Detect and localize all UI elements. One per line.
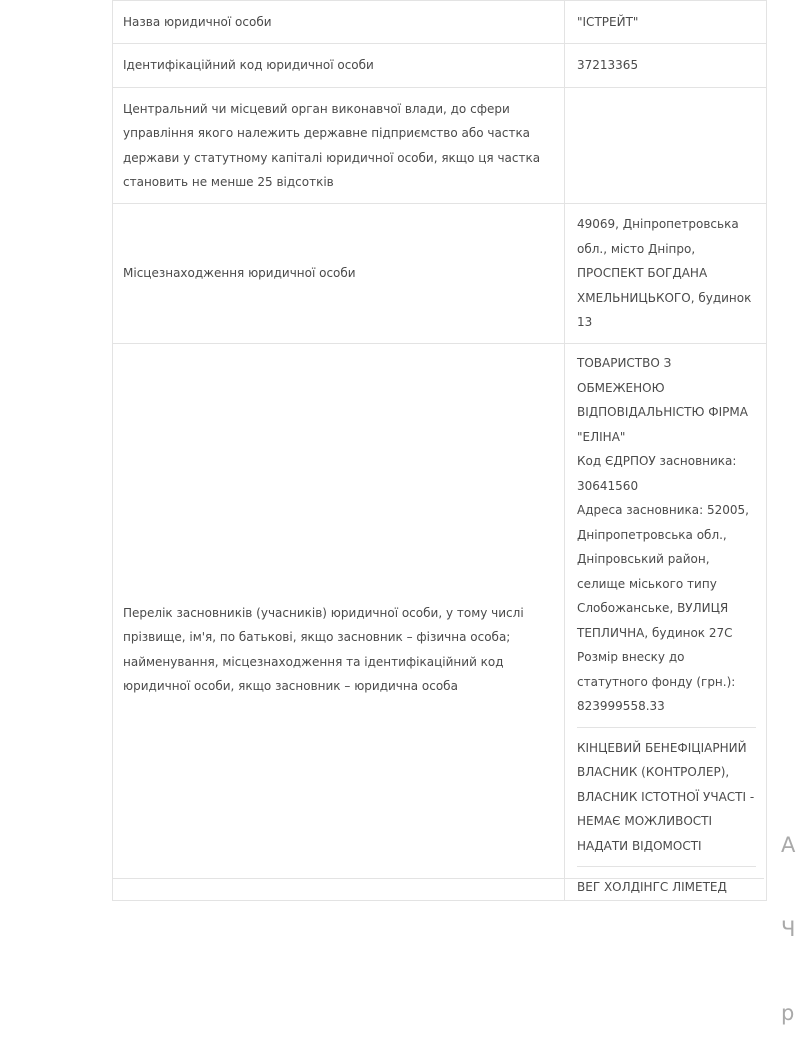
table-row [113, 44, 767, 88]
table-row [113, 88, 767, 204]
table-row [113, 344, 767, 901]
row-label: Перелік засновників (учасників) юридичної особи, у тому числі прізвище, ім'я, по батькові, якщо засновник – фізична особа; найменування, місцезнаходження та ідентифікаційний код юридичної особи, якщо засновник – юридична особа [113, 344, 565, 901]
watermark-line: Ч [781, 917, 796, 941]
row-label: Ідентифікаційний код юридичної особи [113, 44, 565, 88]
row-value: 49069, Дніпропетровська обл., місто Дніпро, ПРОСПЕКТ БОГДАНА ХМЕЛЬНИЦЬКОГО, будинок 13 [565, 204, 767, 344]
watermark-line: А [781, 833, 796, 857]
founder-name: ВЕГ ХОЛДІНГС ЛІМЕТЕД [577, 880, 727, 894]
founder-code: Код ЄДРПОУ засновника: 30641560 [577, 454, 737, 493]
beneficiary-entry [577, 727, 756, 859]
row-label: Центральний чи місцевий орган виконавчої влади, до сфери управління якого належить державне підприємство або частка держави у статутному капіталі юридичної особи, якщо ця частка становить не менше 25 відсотків [113, 88, 565, 204]
table-row [113, 204, 767, 344]
founder-entry [577, 351, 756, 719]
beneficiary-text: КІНЦЕВИЙ БЕНЕФІЦІАРНИЙ ВЛАСНИК (КОНТРОЛЕР), ВЛАСНИК ІСТОТНОЇ УЧАСТІ - НЕМАЄ МОЖЛИВОСТІ НАДАТИ ВІДОМОСТІ [577, 740, 755, 853]
row-value: 37213365 [565, 44, 767, 88]
founder-name: ТОВАРИСТВО З ОБМЕЖЕНОЮ ВІДПОВІДАЛЬНІСТЮ ФІРМА "ЕЛІНА" [577, 356, 748, 444]
watermark-line: р [781, 1001, 795, 1025]
founder-contribution: Розмір внеску до статутного фонду (грн.): 823999558.33 [577, 650, 736, 713]
row-value [565, 88, 767, 204]
row-value: "ІСТРЕЙТ" [565, 1, 767, 44]
founders-cell [565, 344, 767, 901]
row-label: Назва юридичної особи [113, 1, 565, 44]
founder-address: Адреса засновника: 52005, Дніпропетровська обл., Дніпровський район, селище міського типу Слобожанське, ВУЛИЦЯ ТЕПЛИЧНА, будинок 27С [577, 503, 749, 640]
founder-entry [577, 866, 756, 900]
table-row [113, 1, 767, 44]
row-label: Місцезнаходження юридичної особи [113, 204, 565, 344]
registry-table [112, 0, 767, 901]
crop-edge-line [112, 878, 764, 879]
watermark [781, 775, 795, 1055]
